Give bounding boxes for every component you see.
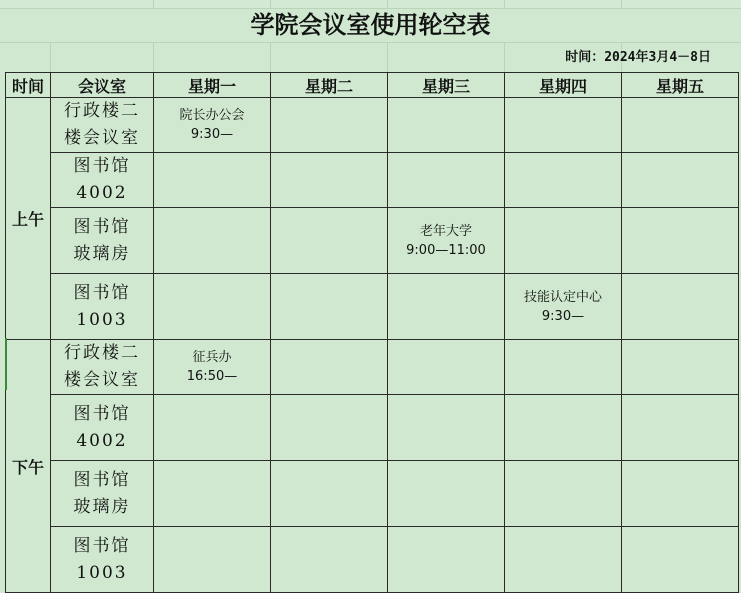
table-row [6, 340, 739, 395]
empty-cell[interactable] [154, 274, 271, 340]
table-row [6, 98, 739, 153]
empty-cell[interactable] [388, 98, 505, 153]
empty-cell[interactable] [505, 340, 622, 395]
empty-cell[interactable] [154, 461, 271, 527]
event-entry: 征兵办 16:50— [186, 350, 238, 384]
page-title: 学院会议室使用轮空表 [250, 10, 491, 39]
empty-cell[interactable] [271, 461, 388, 527]
empty-cell[interactable] [622, 274, 739, 340]
empty-cell[interactable] [154, 395, 271, 461]
empty-cell[interactable] [622, 153, 739, 208]
room-label: 图书馆 1003 [51, 527, 154, 593]
date-range-label: 时间：2024年3月4－8日 [565, 50, 711, 65]
header-room: 会议室 [51, 73, 154, 98]
room-label: 图书馆 4002 [51, 395, 154, 461]
room-label: 图书馆 1003 [51, 274, 154, 340]
empty-cell[interactable] [622, 340, 739, 395]
empty-cell[interactable] [622, 208, 739, 274]
table-row [6, 153, 739, 208]
selection-marker [5, 338, 7, 390]
empty-cell[interactable] [271, 153, 388, 208]
room-label: 图书馆 玻璃房 [51, 461, 154, 527]
empty-cell[interactable] [505, 527, 622, 593]
header-tue: 星期二 [271, 73, 388, 98]
room-label: 图书馆 4002 [51, 153, 154, 208]
empty-cell[interactable] [271, 395, 388, 461]
table-row [6, 274, 739, 340]
empty-cell[interactable] [154, 208, 271, 274]
empty-cell[interactable] [271, 274, 388, 340]
event-cell[interactable] [154, 340, 271, 395]
empty-cell[interactable] [388, 461, 505, 527]
header-fri: 星期五 [622, 73, 739, 98]
empty-cell[interactable] [271, 527, 388, 593]
header-time: 时间 [6, 73, 51, 98]
event-cell[interactable] [505, 274, 622, 340]
empty-cell[interactable] [154, 527, 271, 593]
empty-cell[interactable] [622, 461, 739, 527]
empty-cell[interactable] [505, 208, 622, 274]
room-label: 行政楼二 楼会议室 [51, 340, 154, 395]
empty-cell[interactable] [388, 153, 505, 208]
empty-cell[interactable] [388, 395, 505, 461]
header-wed: 星期三 [388, 73, 505, 98]
empty-cell[interactable] [388, 274, 505, 340]
event-cell[interactable] [154, 98, 271, 153]
empty-cell[interactable] [271, 340, 388, 395]
table-row [6, 208, 739, 274]
empty-cell[interactable] [388, 340, 505, 395]
room-label: 图书馆 玻璃房 [51, 208, 154, 274]
event-entry: 技能认定中心 9:30— [523, 289, 602, 324]
schedule-table [5, 72, 739, 593]
table-row [6, 527, 739, 593]
empty-cell[interactable] [505, 461, 622, 527]
event-entry: 院长办公会 9:30— [179, 108, 245, 142]
empty-cell[interactable] [622, 98, 739, 153]
table-row [6, 395, 739, 461]
event-cell[interactable] [388, 208, 505, 274]
header-row [6, 73, 739, 98]
header-thu: 星期四 [505, 73, 622, 98]
empty-cell[interactable] [622, 527, 739, 593]
empty-cell[interactable] [154, 153, 271, 208]
empty-cell[interactable] [271, 208, 388, 274]
period-pm: 下午 [6, 340, 51, 593]
empty-cell[interactable] [388, 527, 505, 593]
room-label: 行政楼二 楼会议室 [51, 98, 154, 153]
event-entry: 老年大学 9:00—11:00 [406, 223, 486, 258]
empty-cell[interactable] [271, 98, 388, 153]
empty-cell[interactable] [505, 153, 622, 208]
period-am: 上午 [6, 98, 51, 340]
empty-cell[interactable] [505, 395, 622, 461]
empty-cell[interactable] [622, 395, 739, 461]
table-row [6, 461, 739, 527]
header-mon: 星期一 [154, 73, 271, 98]
empty-cell[interactable] [505, 98, 622, 153]
